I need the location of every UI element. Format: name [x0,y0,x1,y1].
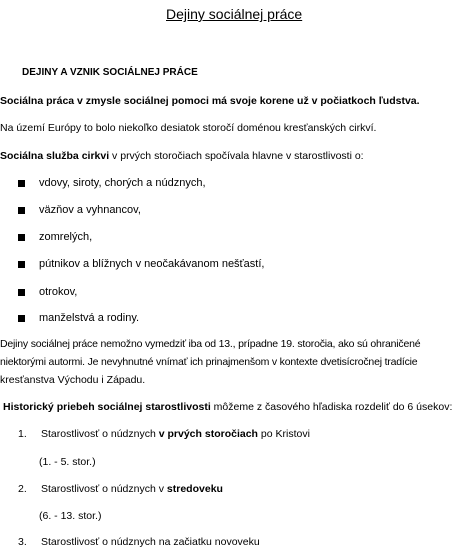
paragraph-intro: Sociálna práca v zmysle sociálnej pomoci má svoje korene už v počiatkoch ľudstva. [0,95,420,107]
section-heading: DEJINY A VZNIK SOCIÁLNEJ PRÁCE [22,67,198,78]
paragraph-history-line2: niektorými autormi. Je nevyhnutné vnímať ich prinajmenšom v kontexte dvetisícročnej tradície [0,356,418,368]
document-title: Dejiny sociálnej práce [166,6,303,22]
paragraph-history-line3: kresťanstva Východu i Západu. [0,374,146,386]
list-item-text: zomrelých, [39,231,93,243]
list-item-text: vdovy, siroty, chorých a núdznych, [39,177,206,189]
paragraph-church-service [0,151,364,162]
paragraph-periods-rest: môžeme z časového hľadiska rozdeliť do 6 úsekov: [210,401,453,413]
paragraph-church-service-bold: Sociálna služba cirkvi [0,150,110,162]
paragraph-history-line1: Dejiny sociálnej práce nemožno vymedziť iba od 13., prípadne 19. storočia, ako sú ohraničené [0,338,421,350]
paragraph-periods-bold: Historický priebeh sociálnej starostlivosti [3,401,211,413]
square-bullet-icon [18,234,25,241]
numbered-item-range: (6. - 13. stor.) [39,510,102,522]
square-bullet-icon [18,207,25,214]
list-item-text: pútnikov a blížnych v neočakávanom nešťastí, [39,258,265,270]
numbered-item-range: (1. - 5. stor.) [39,456,96,468]
paragraph-europe: Na území Európy to bolo niekoľko desiatok storočí doménou kresťanských cirkví. [0,122,377,134]
list-number: 1. [18,428,27,440]
list-number: 2. [18,483,27,495]
paragraph-church-service-rest: v prvých storočiach spočívala hlavne v starostlivosti o: [109,150,364,162]
list-number: 3. [18,536,27,548]
square-bullet-icon [18,180,25,187]
numbered-item-text: Starostlivosť o núdznych v prvých storočiach po Kristovi [41,428,310,440]
list-item-text: otrokov, [39,286,78,298]
square-bullet-icon [18,315,25,322]
list-item-text: manželstvá a rodiny. [39,312,140,324]
square-bullet-icon [18,261,25,268]
numbered-item-text: Starostlivosť o núdznych v stredoveku [41,483,223,495]
numbered-item-text: Starostlivosť o núdznych na začiatku novoveku [41,536,260,548]
list-item-text: väzňov a vyhnancov, [39,204,141,216]
square-bullet-icon [18,289,25,296]
paragraph-periods [3,402,452,413]
